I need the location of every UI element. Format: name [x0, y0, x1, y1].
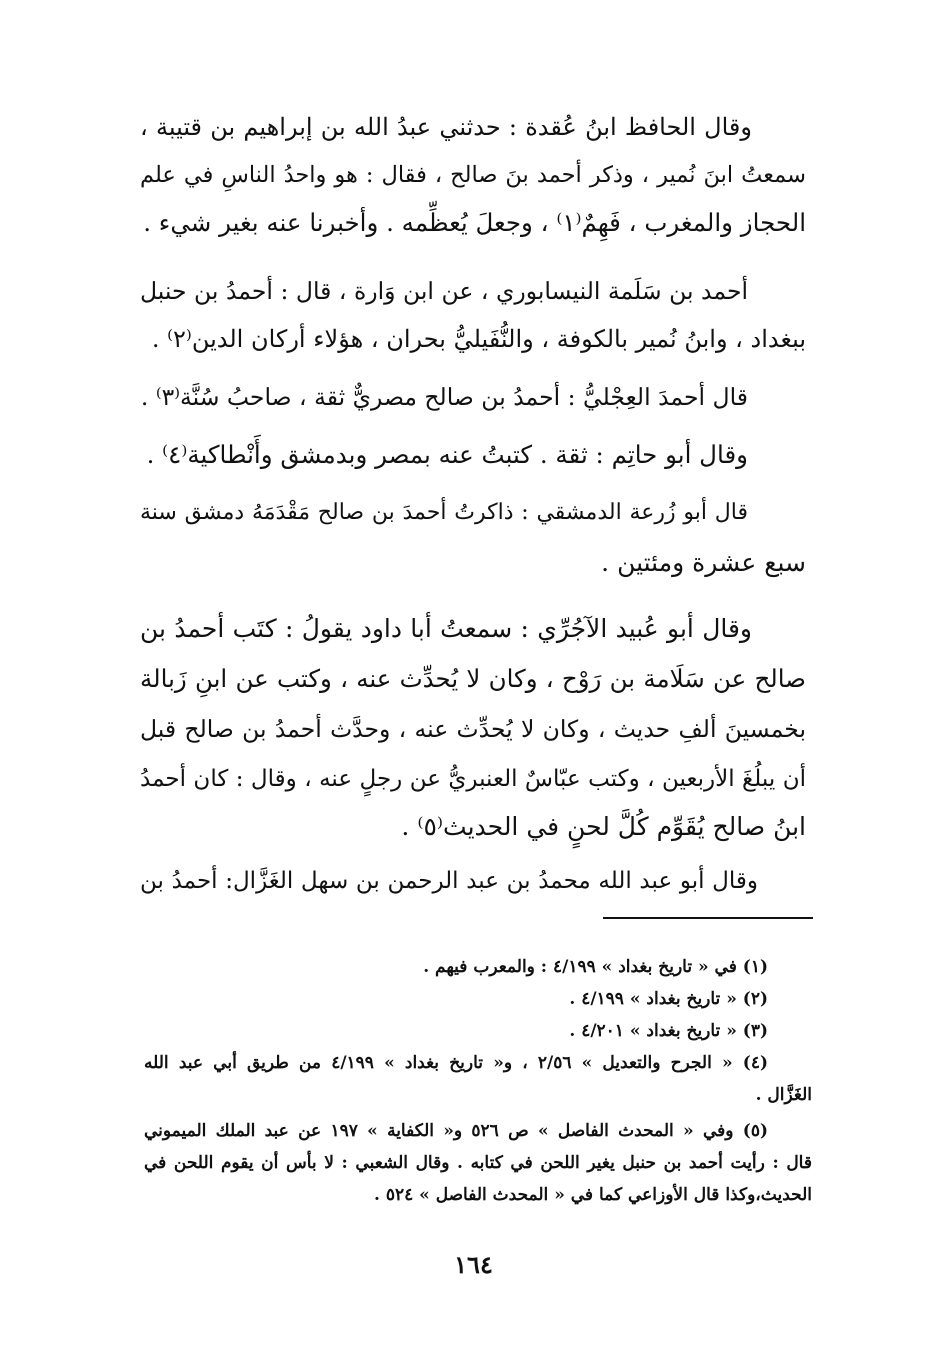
- footnote-rule: [603, 917, 813, 919]
- footnote-line: (٣) « تاريخ بغداد » ٤/٢٠١ .: [569, 1021, 768, 1041]
- footnote-line: (٤) « الجرح والتعديل » ٢/٥٦ ، و« تاريخ بغداد » ٤/١٩٩ من طريق أبي عبد الله: [144, 1053, 768, 1073]
- body-line: سبع عشرة ومئتين .: [601, 548, 806, 577]
- body-line: وقال أبو حاتِم : ثقة . كتبتُ عنه بمصر وبدمشق وأَنْطاكية⁽٤⁾ .: [146, 440, 748, 469]
- footnote-line: (١) في « تاريخ بغداد » ٤/١٩٩ : والمعرب فيهم .: [423, 957, 768, 977]
- body-line: ببغداد ، وابنُ نُمير بالكوفة ، والنُّفَيليُّ بحران ، هؤلاء أركان الدين⁽٢⁾ .: [151, 325, 806, 353]
- body-line: ابنُ صالح يُقَوِّم كُلَّ لحنٍ في الحديث⁽٥⁾ .: [401, 812, 806, 841]
- body-line: بخمسينَ ألفِ حديث ، وكان لا يُحدِّث عنه ، وحدَّث أحمدُ بن صالح قبل: [140, 715, 806, 743]
- footnote-line: الغَزَّال .: [755, 1085, 812, 1105]
- body-line: قال أبو زُرعة الدمشقي : ذاكرتُ أحمدَ بن صالح مَقْدَمَهُ دمشق سنة: [140, 500, 748, 525]
- body-line: أحمد بن سَلَمة النيسابوري ، عن ابن وَارة ، قال : أحمدُ بن حنبل: [140, 277, 748, 305]
- body-line: أن يبلُغَ الأربعين ، وكتب عبّاسٌ العنبريُّ عن رجلٍ عنه ، وقال : كان أحمدُ: [140, 766, 806, 792]
- body-line: وقال أبو عُبيد الآجُرِّي : سمعتُ أبا داود يقولُ : كتَب أحمدُ بن: [140, 614, 752, 643]
- footnote-line: قال : رأيت أحمد بن حنبل يغير اللحن في كتابه . وقال الشعبي : لا بأس أن يقوم اللحن في: [144, 1153, 812, 1173]
- footnote-line: الحديث،وكذا قال الأوزاعي كما في « المحدث الفاصل » ٥٢٤ .: [374, 1185, 812, 1205]
- body-line: الحجاز والمغرب ، فَهِمٌ⁽١⁾ ، وجعلَ يُعظِّمه . وأخبرنا عنه بغير شيء .: [143, 208, 806, 237]
- body-line: قال أحمدَ العِجْليُّ : أحمدُ بن صالح مصريٌّ ثقة ، صاحبُ سُنَّة⁽٣⁾ .: [140, 383, 748, 411]
- footnote-line: (٥) وفي « المحدث الفاصل » ص ٥٢٦ و« الكفاية » ١٩٧ عن عبد الملك الميموني: [144, 1121, 768, 1141]
- body-line: وقال أبو عبد الله محمدُ بن عبد الرحمن بن سهل الغَزَّال: أحمدُ بن: [140, 868, 758, 894]
- footnote-line: (٢) « تاريخ بغداد » ٤/١٩٩ .: [569, 989, 768, 1009]
- body-line: سمعتُ ابنَ نُمير ، وذكر أحمد بنَ صالح ، فقال : هو واحدُ الناسِ في علم: [140, 162, 806, 188]
- body-line: صالح عن سَلَامة بن رَوْح ، وكان لا يُحدِّث عنه ، وكتب عن ابنِ زَبالة: [140, 664, 806, 693]
- page-number: ١٦٤: [454, 1250, 493, 1279]
- body-line: وقال الحافظ ابنُ عُقدة : حدثني عبدُ الله بن إبراهيم بن قتيبة ،: [140, 113, 752, 141]
